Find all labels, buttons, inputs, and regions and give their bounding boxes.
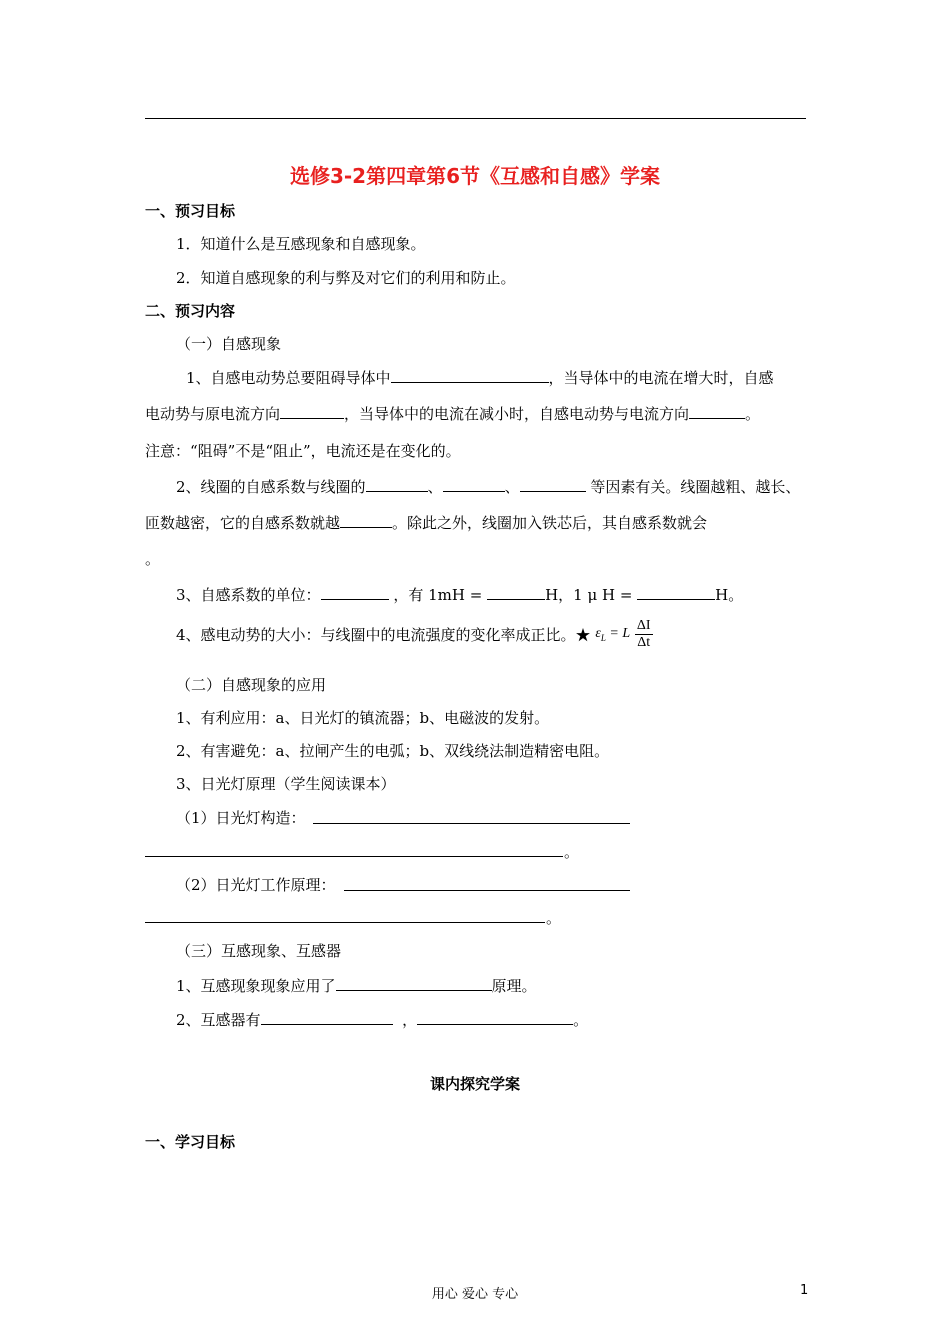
fill-blank[interactable] (261, 1008, 393, 1025)
fill-blank[interactable] (487, 583, 545, 600)
paragraph-2-line-1: 2、线圈的自感系数与线圈的 、 、 等因素有关。线圈越粗、越长、 (176, 475, 800, 497)
fill-blank[interactable] (366, 475, 428, 492)
fill-blank[interactable] (340, 511, 392, 528)
section-heading-preview-content: 二、预习内容 (145, 302, 236, 320)
fill-blank[interactable] (689, 402, 745, 419)
paragraph-2-line-2: 匝数越密，它的自感系数就越 。除此之外，线圈加入铁芯后，其自感系数就会 (145, 511, 707, 533)
application-item-2: 2、有害避免：a、拉闸产生的电弧；b、双线绕法制造精密电阻。 (176, 742, 610, 760)
fill-blank[interactable] (321, 583, 389, 600)
goal-item-2: 2．知道自感现象的利与弊及对它们的利用和防止。 (176, 269, 516, 287)
question-2-label: （2）日光灯工作原理： (176, 876, 336, 894)
paragraph-3: 3、自感系数的单位： ，有 1mH = H，1 μ H = H。 (176, 583, 743, 605)
question-1-end: 。 (564, 843, 580, 861)
page-number: 1 (800, 1283, 809, 1298)
fill-blank[interactable] (637, 583, 715, 600)
section-heading-learning-goals: 一、学习目标 (145, 1133, 236, 1151)
fill-blank[interactable] (443, 475, 505, 492)
footer-text: 用心 爱心 专心 (431, 1287, 519, 1302)
fill-blank[interactable] (520, 475, 586, 492)
application-item-3: 3、日光灯原理（学生阅读课本） (176, 775, 396, 793)
paragraph-1-line-1: 1、自感电动势总要阻碍导体中 ，当导体中的电流在增大时，自感 (186, 366, 774, 388)
fill-blank[interactable] (417, 1008, 573, 1025)
header-rule (145, 118, 806, 119)
paragraph-1-line-2: 电动势与原电流方向 ，当导体中的电流在减小时，自感电动势与电流方向 。 (145, 402, 760, 424)
note-line: 注意：“阻碍”不是“阻止”，电流还是在变化的。 (145, 442, 461, 460)
subsection-self-induction: （一）自感现象 (176, 335, 282, 353)
document-title: 选修3-2第四章第6节《互感和自感》学案 (289, 164, 661, 188)
mutual-item-2: 2、互感器有 ， 。 (176, 1008, 588, 1030)
subsection-applications: （二）自感现象的应用 (176, 676, 327, 694)
answer-line[interactable] (145, 922, 545, 923)
part-2-title: 课内探究学案 (429, 1075, 520, 1093)
section-heading-preview-goals: 一、预习目标 (145, 202, 236, 220)
paragraph-4: 4、感电动势的大小：与线圈中的电流强度的变化率成正比。★ $\varepsilon_L = L$ $\frac{\Delta I}{\Delta t}$ (176, 618, 651, 650)
fill-blank[interactable] (391, 366, 549, 383)
goal-item-1: 1．知道什么是互感现象和自感现象。 (176, 235, 426, 253)
mutual-item-1: 1、互感现象现象应用了 原理。 (176, 974, 537, 996)
formula-fraction: $\frac{\Delta I}{\Delta t}$ (636, 618, 651, 650)
question-1-label: （1）日光灯构造： (176, 809, 306, 827)
application-item-1: 1、有利应用：a、日光灯的镇流器；b、电磁波的发射。 (176, 709, 550, 727)
question-2-end: 。 (546, 909, 562, 927)
formula-emf: $\varepsilon_L = L$ (595, 626, 631, 643)
answer-line[interactable] (313, 823, 630, 824)
subsection-mutual-induction: （三）互感现象、互感器 (176, 942, 342, 960)
fill-blank[interactable] (280, 402, 344, 419)
paragraph-2-line-3: 。 (145, 550, 161, 568)
answer-line[interactable] (344, 890, 630, 891)
answer-line[interactable] (145, 856, 563, 857)
fill-blank[interactable] (336, 974, 492, 991)
